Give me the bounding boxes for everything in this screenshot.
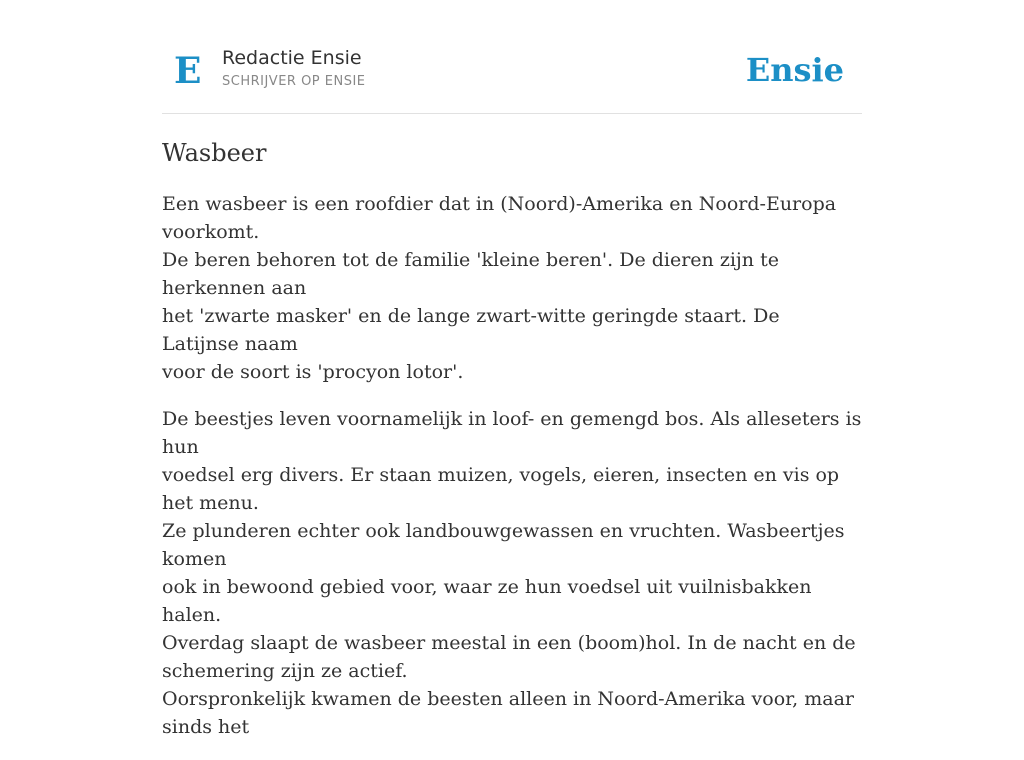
article-header	[162, 0, 862, 114]
author-role: SCHRIJVER OP ENSIE	[222, 74, 366, 89]
article-paragraph: De beestjes leven voornamelijk in loof- en gemengd bos. Als alleseters is hun voedsel erg divers. Er staan muizen, vogels, eieren, insecten en vis op het menu. Ze plunderen echter ook landbouwgewassen en vruchten. Wasbeertjes komen ook in bewoond gebied voor, waar ze hun voedsel uit vuilnisbakken halen. Overdag slaapt de wasbeer meestal in een (boom)hol. In de nacht en de schemering zijn ze actief. Oorspronkelijk kwamen de beesten alleen in Noord-Amerika voor, maar sinds het	[162, 408, 862, 738]
brand-logo[interactable]: Ensie	[745, 51, 844, 89]
article-paragraph: Een wasbeer is een roofdier dat in (Noord)-Amerika en Noord-Europa voorkomt. De beren behoren tot de familie 'kleine beren'. De dieren zijn te herkennen aan het 'zwarte masker' en de lange zwart-witte geringde staart. De Latijnse naam voor de soort is 'procyon lotor'.	[162, 193, 837, 383]
article-body	[162, 190, 862, 760]
author-name[interactable]: Redactie Ensie	[222, 47, 362, 69]
article-container	[162, 0, 862, 738]
article-title: Wasbeer	[162, 139, 267, 167]
author-avatar[interactable]: E	[174, 50, 202, 92]
